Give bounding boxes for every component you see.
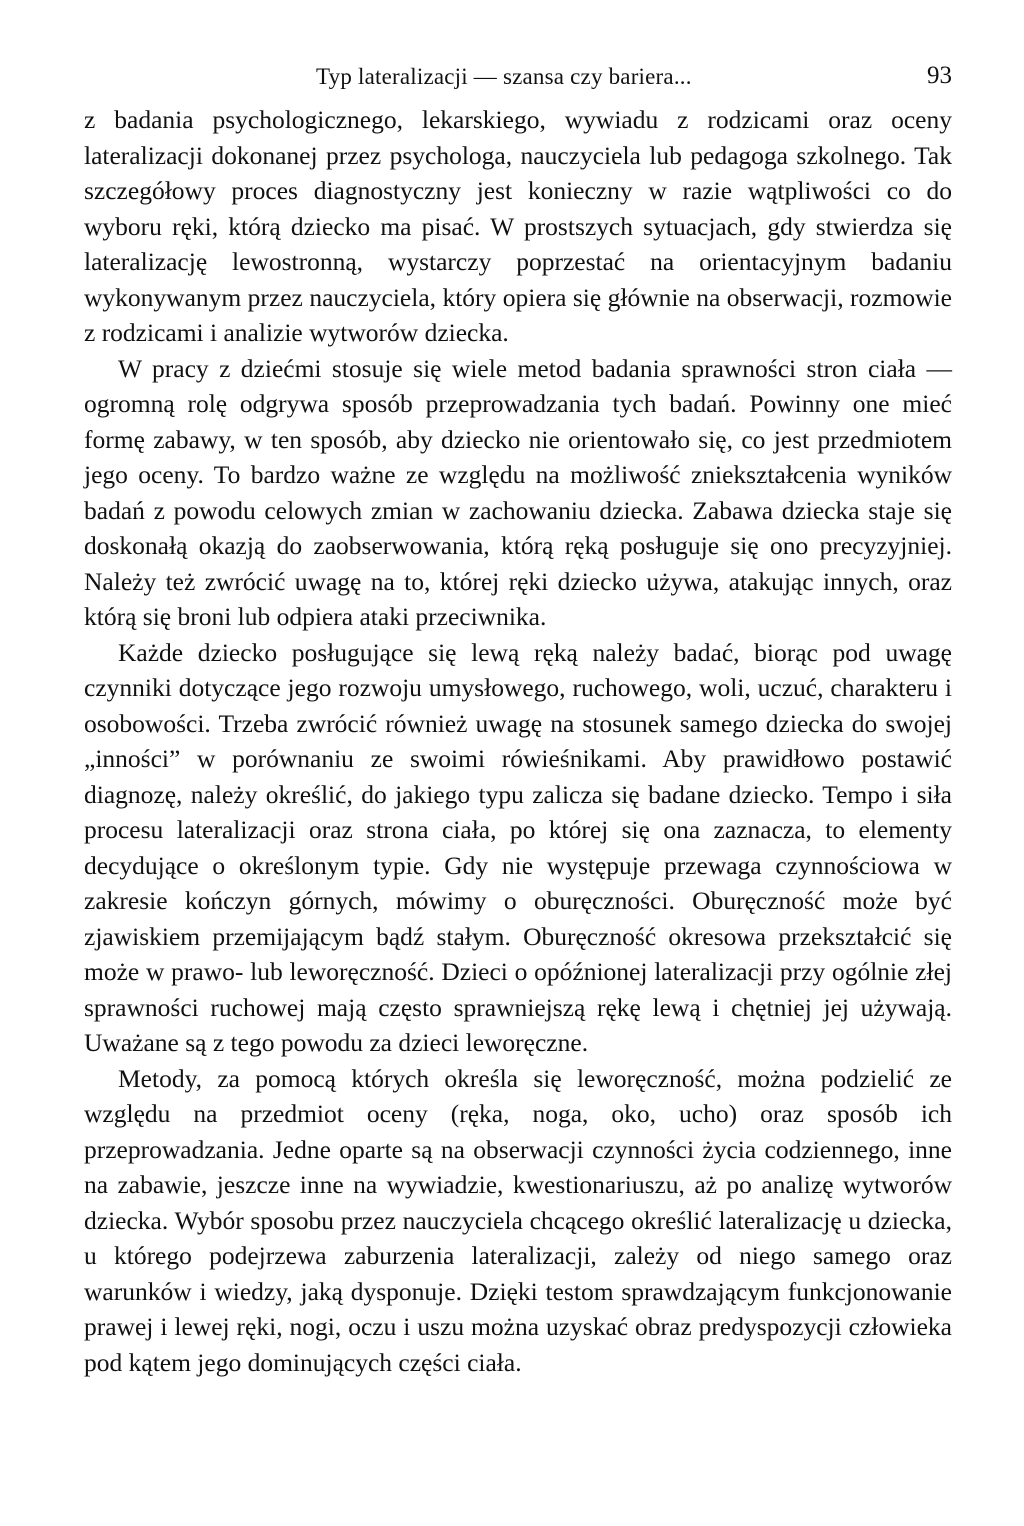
paragraph-continued: z badania psychologicznego, lekarskiego, wywiadu z rodzicami oraz oceny lateralizacji dokonanej przez psychologa, nauczyciela lub pedagoga szkolnego. Tak szczegółowy proces diagnostyczny jest konieczny w razie wątpliwości co do wyboru ręki, którą dziecko ma pisać. W prostszych sytuacjach, gdy stwierdza się lateralizację lewostronną, wystarczy poprzestać na orientacyjnym badaniu wykonywanym przez nauczyciela, który opiera się głównie na obserwacji, rozmowie z rodzicami i analizie wytworów dziecka. [84,105,952,347]
paragraph: Każde dziecko posługujące się lewą ręką należy badać, biorąc pod uwagę czynniki dotyczące jego rozwoju umysłowego, ruchowego, woli, uczuć, charakteru i osobowości. Trzeba zwrócić również uwagę na stosunek samego dziecka do swojej „inności” w porównaniu ze swoimi rówieśnikami. Aby prawidłowo postawić diagnozę, należy określić, do jakiego typu zalicza się badane dziecko. Tempo i siła procesu lateralizacji oraz strona ciała, po której się ona zaznacza, to elementy decydujące o określonym typie. Gdy nie występuje przewaga czynnościowa w zakresie kończyn górnych, mówimy o oburęczności. Oburęczność może być zjawiskiem przemijającym bądź stałym. Oburęczność okresowa przekształcić się może w prawo- lub leworęczność. Dzieci o opóźnionej lateralizacji przy ogólnie złej sprawności ruchowej mają często sprawniejszą rękę lewą i chętniej jej używają. Uważane są z tego powodu za dzieci leworęczne. [84,637,952,1057]
paragraph: Metody, za pomocą których określa się leworęczność, można podzielić ze względu na przedmiot oceny (ręka, noga, oko, ucho) oraz sposób ich przeprowadzania. Jedne oparte są na obserwacji czynności życia codziennego, inne na zabawie, jeszcze inne na wywiadzie, kwestionariuszu, aż po analizę wytworów dziecka. Wybór sposobu przez nauczyciela chcącego określić lateralizację u dziecka, u którego podejrzewa zaburzenia lateralizacji, zależy od niego samego oraz warunków i wiedzy, jaką dysponuje. Dzięki testom sprawdzającym funkcjonowanie prawej i lewej ręki, nogi, oczu i uszu można uzyskać obraz predyspozycji człowieka pod kątem jego dominujących części ciała. [84,1063,952,1377]
book-page [84,58,952,1380]
running-head [84,58,952,102]
running-title: Typ lateralizacji — szansa czy bariera... [316,64,692,89]
paragraph: W pracy z dziećmi stosuje się wiele metod badania sprawności stron ciała — ogromną rolę odgrywa sposób przeprowadzania tych badań. Powinny one mieć formę zabawy, w ten sposób, aby dziecko nie orientowało się, co jest przedmiotem jego oceny. To bardzo ważne ze względu na możliwość zniekształcenia wyników badań z powodu celowych zmian w zachowaniu dziecka. Zabawa dziecka staje się doskonałą okazją do zaobserwowania, którą ręką posługuje się ono precyzyjniej. Należy też zwrócić uwagę na to, której ręki dziecko używa, atakując innych, oraz którą się broni lub odpiera ataki przeciwnika. [84,353,952,631]
body-text [84,102,952,1380]
page-number: 93 [927,62,952,89]
